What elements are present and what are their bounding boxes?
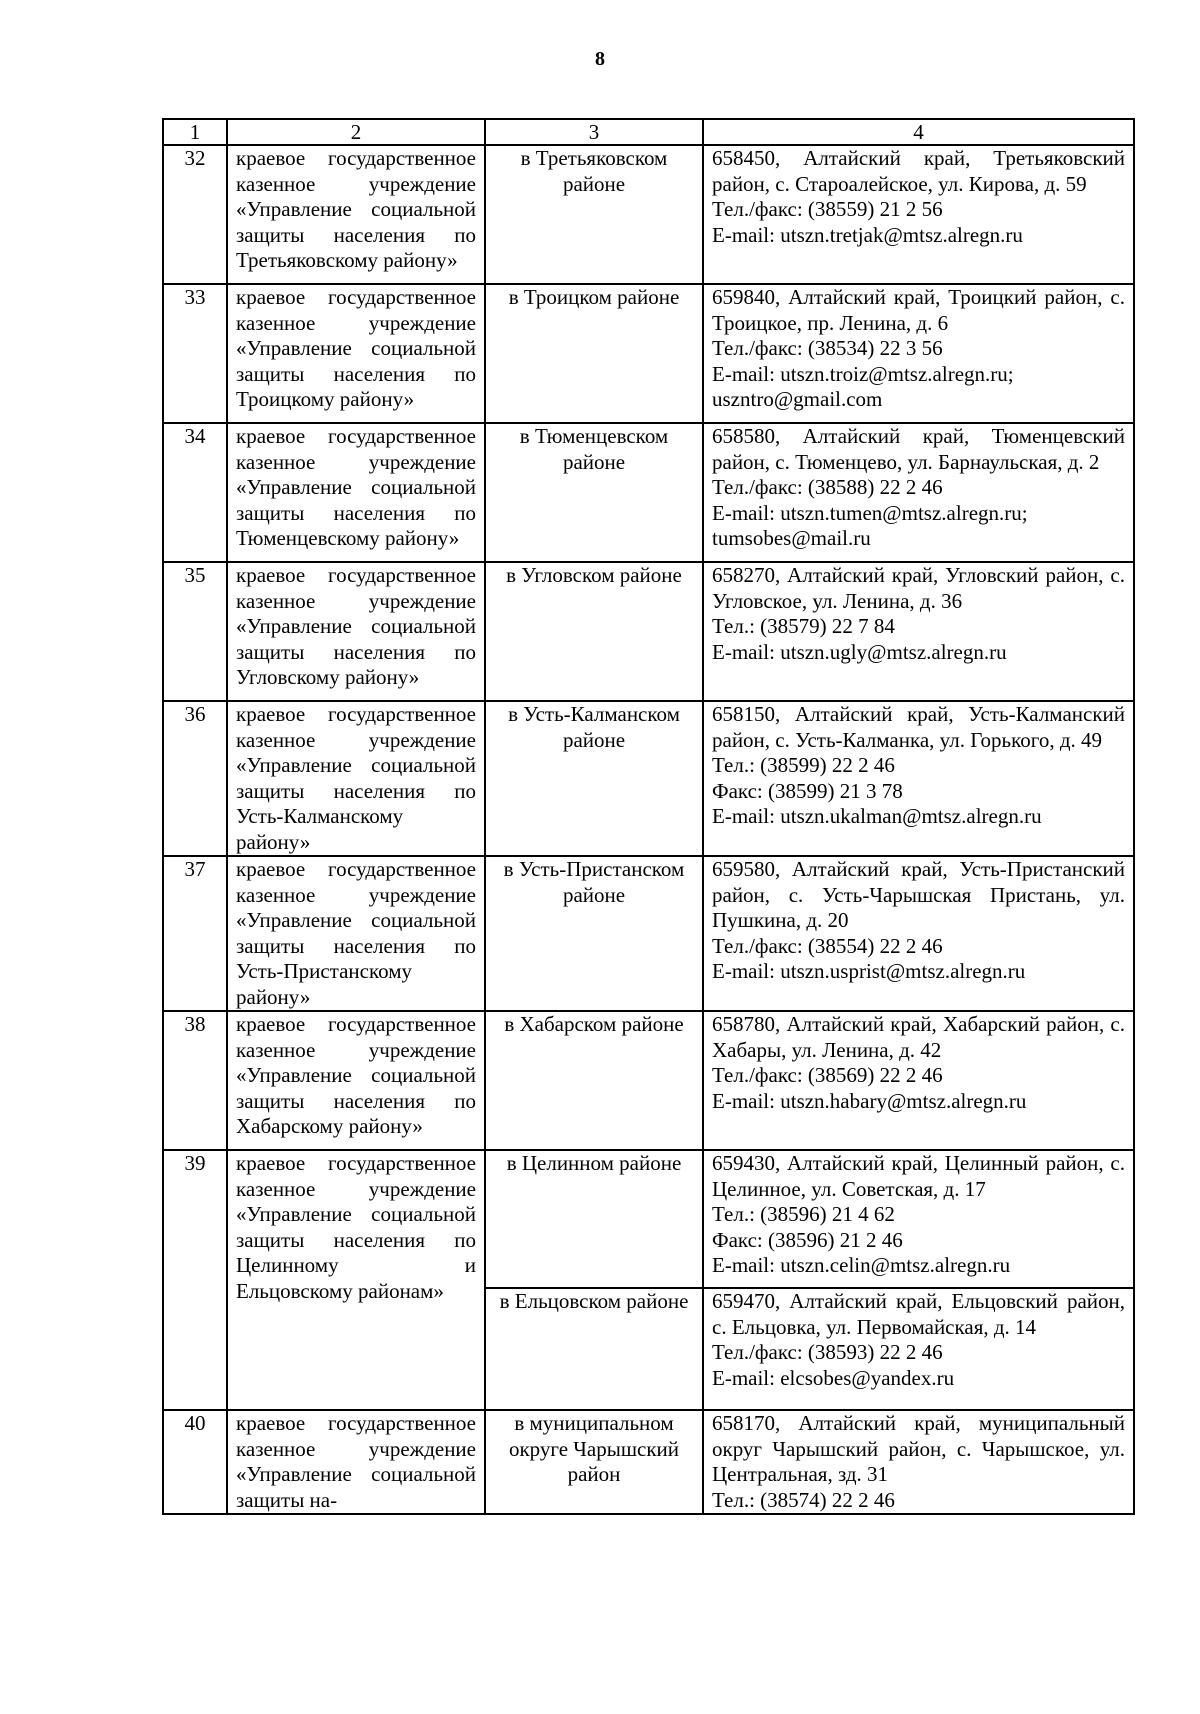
service-area: в муниципальном округе Чарышский район — [485, 1410, 703, 1514]
contact-line: E-mail: elcsobes@yandex.ru — [712, 1365, 955, 1390]
contact-line: E-mail: utszn.usprist@mtsz.alregn.ru — [712, 959, 1026, 983]
contact-line: 658270, Алтайский край, Угловский район, с. Угловское, ул. Ленина, д. 36 — [712, 563, 1125, 613]
institution-name: краевое государственное казенное учреждение «Управление социальной защиты населения по Усть-Калманскому району» — [227, 701, 485, 856]
contact-line: 659580, Алтайский край, Усть-Пристанский район, с. Усть-Чарышская Пристань, ул. Пушкина, д. 20 — [712, 857, 1125, 932]
institution-name: краевое государственное казенное учреждение «Управление социальной защиты населения по Тюменцевскому району» — [227, 423, 485, 562]
service-area: в Третьяковском районе — [485, 145, 703, 284]
contact-line: Тел.: (38599) 22 2 46 — [712, 753, 895, 777]
contact-line: Тел./факс: (38569) 22 2 46 — [712, 1063, 943, 1087]
row-number: 40 — [163, 1410, 227, 1514]
contact-details — [703, 1011, 1134, 1150]
contact-line: E-mail: utszn.troiz@mtsz.alregn.ru; — [712, 361, 1014, 386]
contact-line: 659470, Алтайский край, Ельцовский район, с. Ельцовка, ул. Первомайская, д. 14 — [712, 1289, 1125, 1339]
service-area: в Ельцовском районе — [485, 1288, 703, 1410]
row-number: 32 — [163, 145, 227, 284]
table-row — [163, 284, 1134, 423]
contact-line: uszntro@gmail.com — [712, 387, 883, 411]
contact-details — [703, 284, 1134, 423]
row-number: 36 — [163, 701, 227, 856]
contact-line: Тел./факс: (38593) 22 2 46 — [712, 1340, 943, 1364]
column-header: 1 — [163, 119, 227, 145]
contact-line: 658780, Алтайский край, Хабарский район, с. Хабары, ул. Ленина, д. 42 — [712, 1012, 1125, 1062]
contact-line: 658580, Алтайский край, Тюменцевский район, с. Тюменцево, ул. Барнаульская, д. 2 — [712, 424, 1125, 474]
service-area: в Троицком районе — [485, 284, 703, 423]
institution-name: краевое государственное казенное учреждение «Управление социальной защиты населения по Усть-Пристанскому району» — [227, 856, 485, 1011]
service-area: в Тюменцевском районе — [485, 423, 703, 562]
column-header: 3 — [485, 119, 703, 145]
contact-line: Тел.: (38596) 21 4 62 — [712, 1202, 895, 1226]
table-row — [163, 856, 1134, 1011]
contact-line: Тел./факс: (38588) 22 2 46 — [712, 475, 943, 499]
institution-name: краевое государственное казенное учреждение «Управление социальной защиты населения по Хабарскому району» — [227, 1011, 485, 1150]
row-number: 39 — [163, 1150, 227, 1410]
contact-line: 659840, Алтайский край, Троицкий район, с. Троицкое, пр. Ленина, д. 6 — [712, 285, 1125, 335]
table-header-row — [163, 119, 1134, 145]
column-header: 2 — [227, 119, 485, 145]
table-row — [163, 145, 1134, 284]
service-area: в Целинном районе — [485, 1150, 703, 1288]
contact-line: E-mail: utszn.tretjak@mtsz.alregn.ru — [712, 222, 1023, 247]
contact-details — [703, 562, 1134, 701]
service-area: в Усть-Калманском районе — [485, 701, 703, 856]
table-row — [163, 1410, 1134, 1514]
contact-details — [703, 145, 1134, 284]
institution-name: краевое государственное казенное учреждение «Управление социальной защиты на- — [227, 1410, 485, 1514]
service-area: в Хабарском районе — [485, 1011, 703, 1150]
table-row — [163, 1011, 1134, 1150]
contact-line: 658450, Алтайский край, Третьяковский район, с. Староалейское, ул. Кирова, д. 59 — [712, 146, 1125, 196]
contact-details — [703, 1288, 1134, 1410]
row-number: 33 — [163, 284, 227, 423]
contact-line: Факс: (38596) 21 2 46 — [712, 1227, 903, 1252]
row-number: 38 — [163, 1011, 227, 1150]
contact-line: Факс: (38599) 21 3 78 — [712, 778, 903, 803]
contact-details — [703, 423, 1134, 562]
contact-line: E-mail: utszn.habary@mtsz.alregn.ru — [712, 1088, 1027, 1113]
column-header: 4 — [703, 119, 1134, 145]
table-row — [163, 1150, 1134, 1288]
contact-line: Тел./факс: (38534) 22 3 56 — [712, 336, 943, 360]
institution-name: краевое государственное казенное учреждение «Управление социальной защиты населения по Целинному и Ельцовскому районам» — [227, 1150, 485, 1410]
contact-line: E-mail: utszn.ugly@mtsz.alregn.ru — [712, 639, 1007, 664]
contact-details — [703, 1410, 1134, 1514]
institution-name: краевое государственное казенное учреждение «Управление социальной защиты населения по Третьяковскому району» — [227, 145, 485, 284]
contact-line: E-mail: utszn.celin@mtsz.alregn.ru — [712, 1253, 1011, 1277]
institutions-table — [162, 118, 1135, 1515]
contact-line: Тел.: (38574) 22 2 46 — [712, 1487, 895, 1512]
service-area: в Угловском районе — [485, 562, 703, 701]
contact-details — [703, 856, 1134, 1011]
row-number: 35 — [163, 562, 227, 701]
contact-line: tumsobes@mail.ru — [712, 526, 871, 550]
contact-line: 658170, Алтайский край, муниципальный округ Чарышский район, с. Чарышское, ул. Центральная, зд. 31 — [712, 1411, 1125, 1486]
institution-name: краевое государственное казенное учреждение «Управление социальной защиты населения по Троицкому району» — [227, 284, 485, 423]
contact-line: Тел./факс: (38554) 22 2 46 — [712, 933, 943, 958]
table-row — [163, 562, 1134, 701]
contact-line: 658150, Алтайский край, Усть-Калманский район, с. Усть-Калманка, ул. Горького, д. 49 — [712, 702, 1125, 752]
contact-line: 659430, Алтайский край, Целинный район, с. Целинное, ул. Советская, д. 17 — [712, 1151, 1125, 1201]
table-row — [163, 701, 1134, 856]
row-number: 37 — [163, 856, 227, 1011]
page-number: 8 — [595, 48, 605, 70]
table-row — [163, 423, 1134, 562]
contact-line: Тел./факс: (38559) 21 2 56 — [712, 197, 943, 221]
service-area: в Усть-Пристанском районе — [485, 856, 703, 1011]
institution-name: краевое государственное казенное учреждение «Управление социальной защиты населения по Угловскому району» — [227, 562, 485, 701]
contact-line: E-mail: utszn.ukalman@mtsz.alregn.ru — [712, 804, 1042, 828]
row-number: 34 — [163, 423, 227, 562]
contact-details — [703, 1150, 1134, 1288]
contact-line: Тел.: (38579) 22 7 84 — [712, 614, 895, 638]
contact-details — [703, 701, 1134, 856]
contact-line: E-mail: utszn.tumen@mtsz.alregn.ru; — [712, 500, 1028, 525]
